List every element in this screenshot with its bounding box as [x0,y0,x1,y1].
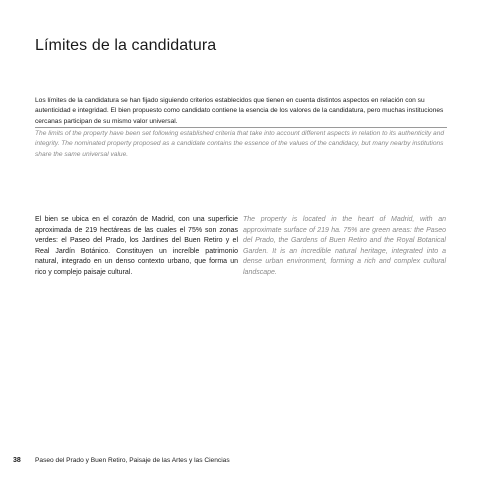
intro-divider [35,127,447,128]
page-number: 38 [13,457,21,464]
intro-paragraph-english: The limits of the property have been set following established criteria that take into account different aspects in relation to its authenticity and integrity. The nominated property proposed as a candidate contains the essence of the values of the candidacy, but many nearby institutions share the same universal value. [35,130,445,158]
body-column-english: The property is located in the heart of Madrid, with an approximate surface of 219 ha. 75% are green areas: the Paseo del Prado, the Gardens of Buen Retiro and the Royal Botanical Garden. It is an incredible natural heritage, integrated into a dense urban environment, forming a rich and complex cultural landscape. [243,216,446,276]
intro-paragraph-spanish: Los límites de la candidatura se han fijado siguiendo criterios establecidos que tienen en cuenta distintos aspectos en relación con su autenticidad e integridad. El bien propuesto como candidato contiene la esencia de los valores de la candidatura, pero muchas instituciones cercanas participan de su mismo valor universal. [35,97,444,125]
body-column-spanish: El bien se ubica en el corazón de Madrid, con una superficie aproximada de 219 hectáreas de las cuales el 75% son zonas verdes: el Paseo del Prado, los Jardines del Buen Retiro y el Real Jardín Botánico. Constituyen un increíble patrimonio natural, integrado en un denso contexto urbano, que forma un rico y complejo paisaje cultural. [35,216,238,276]
running-footer-title: Paseo del Prado y Buen Retiro, Paisaje de las Artes y las Ciencias [35,457,230,464]
page-title: Límites de la candidatura [35,37,217,54]
